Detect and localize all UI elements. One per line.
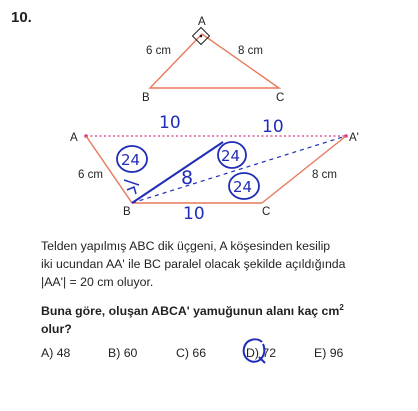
top-vertex-c: C [276, 92, 285, 104]
question-line-3: |AA'| = 20 cm oluyor. [41, 275, 154, 289]
choice-e-value: 96 [329, 346, 344, 360]
bottom-side-ca: 8 cm [312, 169, 337, 181]
question-prompt-tail: olur? [41, 322, 72, 336]
hand-ten-top-left: 10 [159, 113, 181, 133]
hand-area-right: 24 [233, 178, 253, 196]
choice-b-value: 60 [123, 346, 138, 360]
bottom-vertex-c: C [262, 206, 271, 218]
choice-c-value: 66 [192, 346, 207, 360]
top-vertex-a: A [198, 16, 206, 28]
choice-c-letter: C) [176, 346, 189, 360]
top-side-ab: 6 cm [146, 45, 171, 57]
choice-b-letter: B) [108, 346, 121, 360]
bottom-vertex-a-prime: A' [349, 132, 359, 144]
choice-e[interactable] [314, 346, 343, 360]
hand-diagonal-line [132, 142, 223, 203]
bottom-side-ab: 6 cm [78, 169, 103, 181]
bottom-vertex-a: A [70, 132, 78, 144]
bottom-trapezoid [70, 132, 359, 218]
choice-a-value: 48 [56, 346, 71, 360]
question-text [41, 237, 391, 291]
question-prompt-sup: 2 [339, 302, 344, 312]
top-side-ac: 8 cm [238, 45, 263, 57]
question-line-2: iki ucundan AA' ile BC paralel olacak şekilde açıldığında [41, 257, 346, 271]
choice-a-letter: A) [41, 346, 54, 360]
question-line-1: Telden yapılmış ABC dik üçgeni, A köşesinden kesilip [41, 239, 331, 253]
question-prompt-main: Buna göre, oluşan ABCA' yamuğunun alanı kaç cm [41, 304, 340, 318]
hand-area-left: 24 [121, 151, 141, 169]
choice-d-letter: D) [246, 346, 259, 360]
hand-eight: 8 [181, 167, 194, 189]
hand-area-mid: 24 [221, 147, 241, 165]
bottom-vertex-b: B [123, 206, 131, 218]
question-prompt [41, 302, 401, 338]
question-number: 10. [11, 9, 32, 26]
choice-a[interactable] [41, 346, 70, 360]
choice-d-circle-mark [241, 337, 269, 365]
choice-c[interactable] [176, 346, 206, 360]
hand-ten-top-right: 10 [262, 117, 284, 137]
choice-e-letter: E) [314, 346, 327, 360]
hand-ten-bottom: 10 [183, 204, 205, 224]
choice-b[interactable] [108, 346, 137, 360]
top-vertex-b: B [142, 92, 150, 104]
top-triangle [142, 16, 284, 104]
choice-d-value: 72 [262, 346, 277, 360]
